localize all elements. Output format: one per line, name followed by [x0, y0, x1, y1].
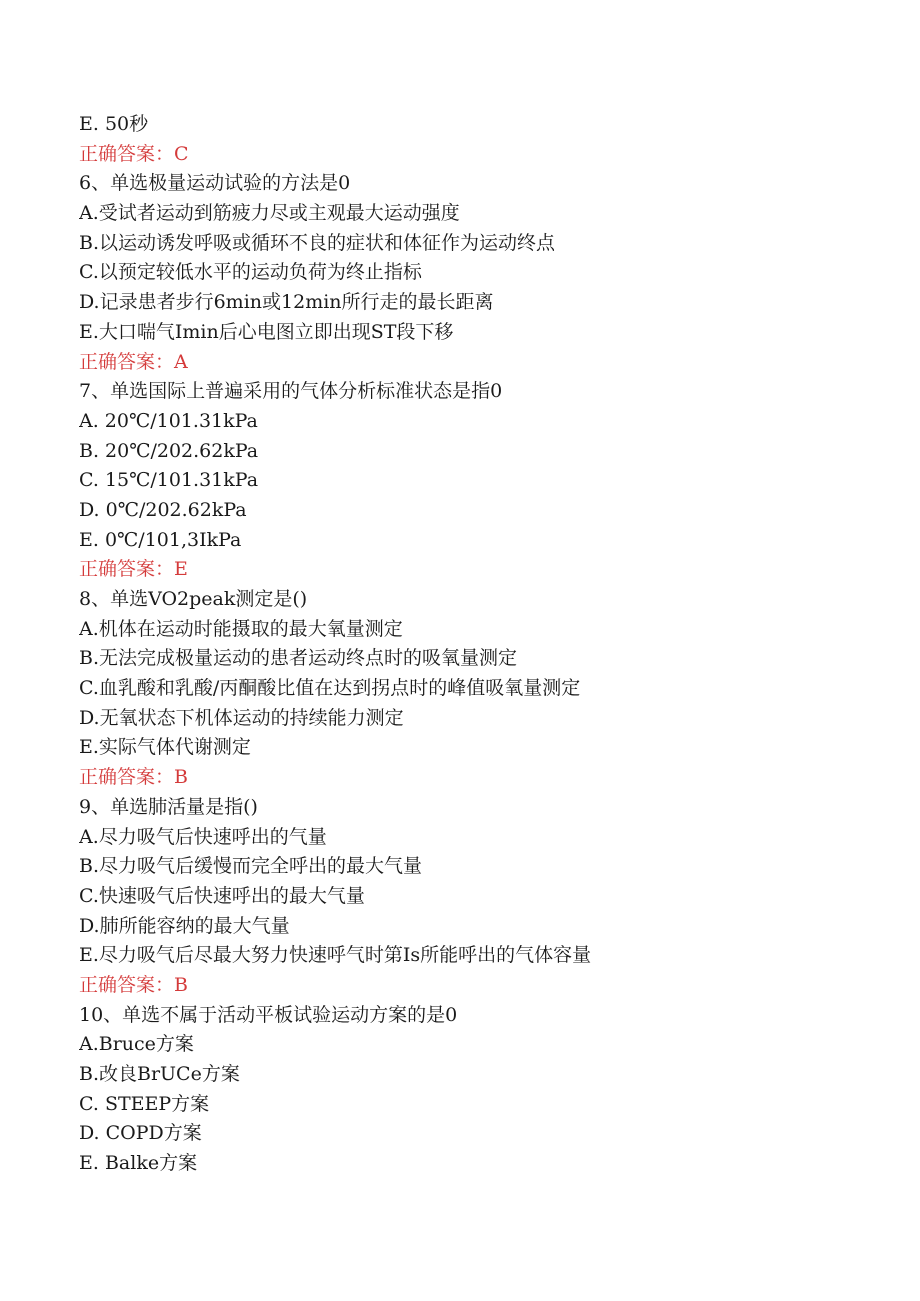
- answer-line: 正确答案：B: [79, 766, 188, 789]
- question-line: 7、单选国际上普遍采用的气体分析标准状态是指0: [79, 380, 503, 403]
- question-line: 8、单选VO2peak测定是(): [79, 588, 308, 610]
- option-line: E. Balke方案: [79, 1152, 198, 1175]
- question-line: 9、单选肺活量是指(): [79, 795, 258, 818]
- option-line: B.尽力吸气后缓慢而完全呼出的最大气量: [79, 855, 423, 878]
- option-line: B.以运动诱发呼吸或循环不良的症状和体征作为运动终点: [79, 231, 556, 254]
- option-line: E.实际气体代谢测定: [79, 736, 251, 759]
- question-line: 10、单选不属于活动平板试验运动方案的是0: [79, 1003, 458, 1026]
- option-line: D.记录患者步行6min或12min所行走的最长距离: [79, 291, 494, 314]
- option-line: E.大口喘气Imin后心电图立即出现ST段下移: [79, 320, 454, 343]
- option-line: B. 20℃/202.62kPa: [79, 439, 259, 462]
- option-line: D.无氧状态下机体运动的持续能力测定: [79, 706, 404, 729]
- question-list: [79, 110, 859, 1179]
- option-line: E. 0℃/101,3IkPa: [79, 528, 242, 551]
- option-line: E. 50秒: [79, 113, 149, 135]
- option-line: A. 20℃/101.31kPa: [79, 409, 258, 432]
- option-line: C.血乳酸和乳酸/丙酮酸比值在达到拐点时的峰值吸氧量测定: [79, 677, 581, 700]
- option-line: B.无法完成极量运动的患者运动终点时的吸氧量测定: [79, 647, 518, 670]
- option-line: A.尽力吸气后快速呼出的气量: [79, 825, 327, 848]
- option-line: C.以预定较低水平的运动负荷为终止指标: [79, 261, 422, 284]
- answer-line: 正确答案：A: [79, 350, 188, 373]
- answer-line: 正确答案：C: [79, 142, 189, 165]
- option-line: A.Bruce方案: [79, 1033, 194, 1056]
- option-line: D. COPD方案: [79, 1122, 202, 1145]
- option-line: D. 0℃/202.62kPa: [79, 498, 247, 521]
- option-line: A.受试者运动到筋疲力尽或主观最大运动强度: [79, 202, 460, 225]
- option-line: D.肺所能容纳的最大气量: [79, 914, 290, 937]
- option-line: C.快速吸气后快速呼出的最大气量: [79, 884, 365, 907]
- option-line: C. STEEP方案: [79, 1092, 210, 1115]
- option-line: C. 15℃/101.31kPa: [79, 469, 259, 492]
- option-line: B.改良BrUCe方案: [79, 1063, 240, 1085]
- answer-line: 正确答案：E: [79, 558, 188, 581]
- answer-line: 正确答案：B: [79, 973, 188, 996]
- question-line: 6、单选极量运动试验的方法是0: [79, 172, 351, 195]
- option-line: E.尽力吸气后尽最大努力快速呼气时第Is所能呼出的气体容量: [79, 944, 592, 967]
- option-line: A.机体在运动时能摄取的最大氧量测定: [79, 617, 403, 640]
